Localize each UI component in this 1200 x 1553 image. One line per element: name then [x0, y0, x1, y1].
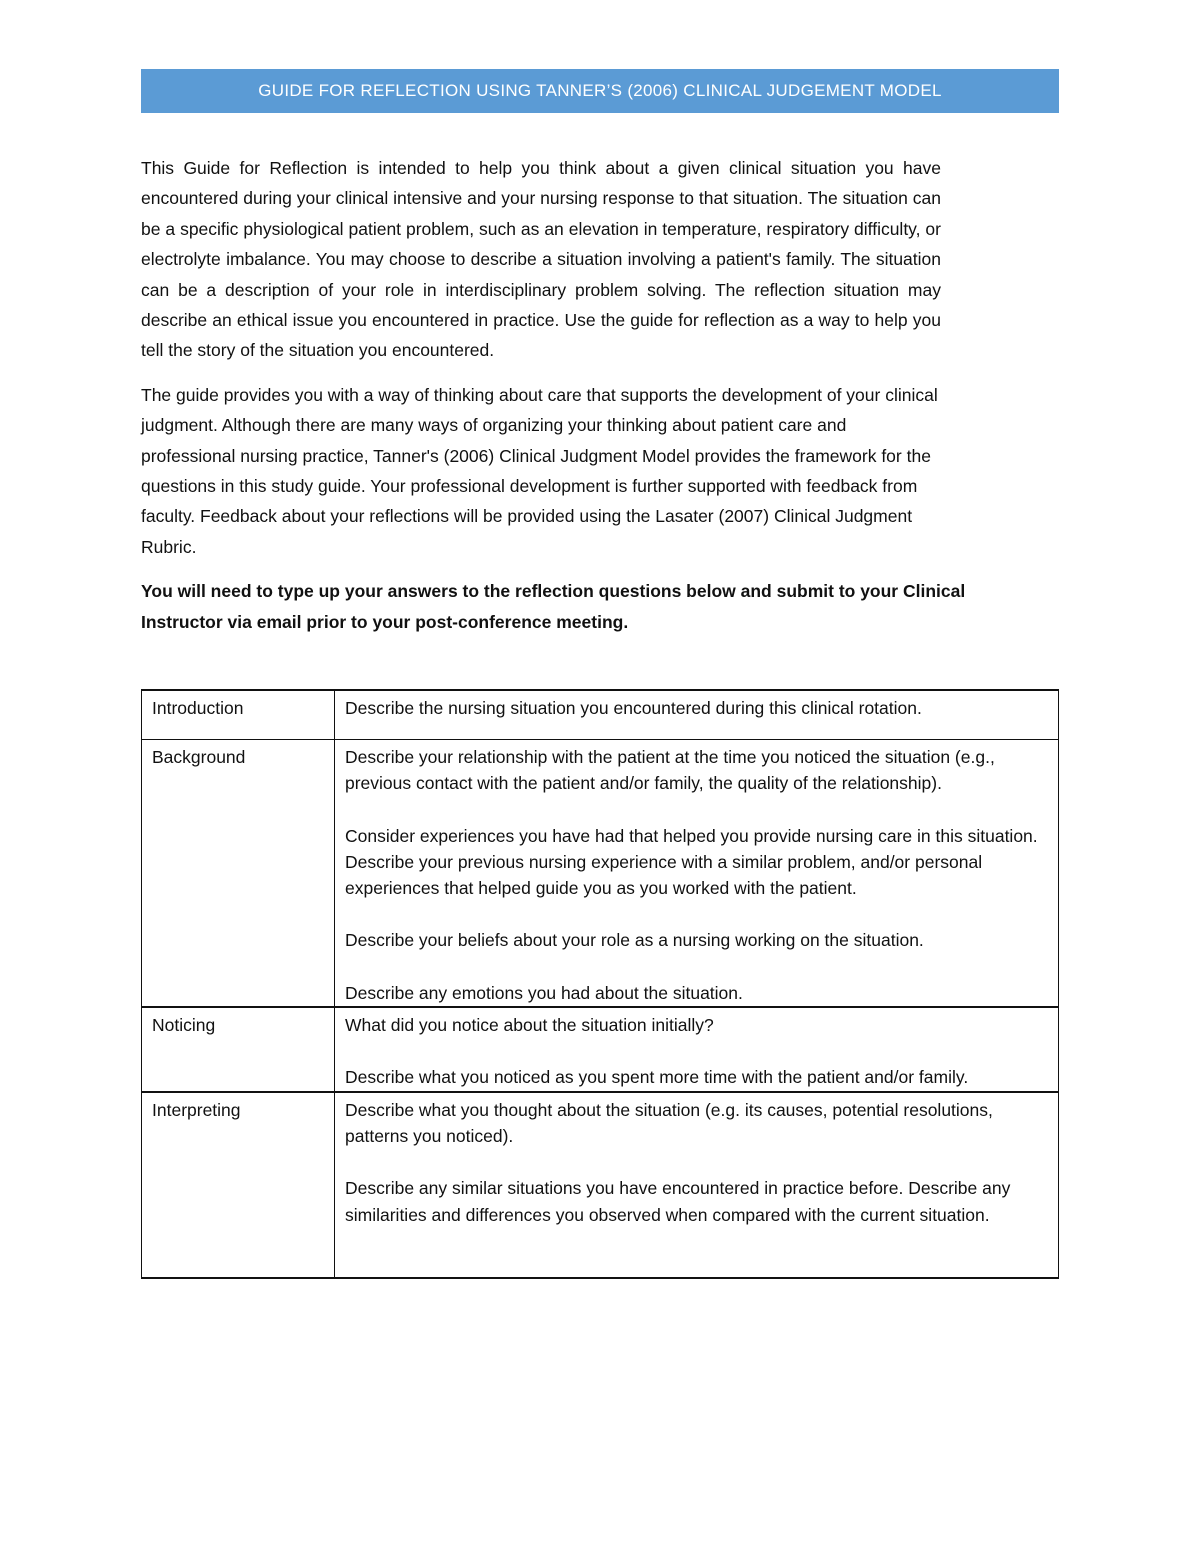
- prompt-text: Consider experiences you have had that helped you provide nursing care in this situation. Describe your previous nursing experience with a similar problem, and/or personal experiences that helped guide you as you worked with the patient.: [345, 825, 1038, 899]
- prompt-text: Describe what you noticed as you spent more time with the patient and/or family.: [345, 1067, 969, 1088]
- row-label: Introduction: [142, 690, 335, 740]
- row-label: Background: [142, 740, 335, 1008]
- row-prompts: [335, 1092, 1059, 1278]
- prompt-text: Describe what you thought about the situation (e.g. its causes, potential resolutions, patterns you noticed).: [345, 1099, 993, 1146]
- table-row-interpreting: [142, 1092, 1059, 1278]
- intro-section: [141, 153, 966, 651]
- prompt-text: Describe your relationship with the patient at the time you noticed the situation (e.g., previous contact with the patient and/or family, the quality of the relationship).: [345, 747, 995, 794]
- document-title-banner: [141, 69, 1059, 113]
- row-prompts: [335, 690, 1059, 740]
- reflection-questions-table: [141, 689, 1059, 1279]
- table-row-noticing: [142, 1007, 1059, 1092]
- prompt-text: Describe the nursing situation you encountered during this clinical rotation.: [345, 698, 922, 718]
- prompt-text: Describe any emotions you had about the situation.: [345, 982, 743, 1003]
- prompt-text: What did you notice about the situation initially?: [345, 1015, 714, 1036]
- row-prompts: [335, 1007, 1059, 1092]
- table-row-background: [142, 740, 1059, 1008]
- intro-paragraph-1: This Guide for Reflection is intended to help you think about a given clinical situation you have encountered during your clinical intensive and your nursing response to that situation. The situation can be a specific physiological patient problem, such as an elevation in temperature, respiratory difficulty, or electrolyte imbalance. You may choose to describe a situation involving a patient's family. The situation can be a description of your role in interdisciplinary problem solving. The reflection situation may describe an ethical issue you encountered in practice. Use the guide for reflection as a way to help you tell the story of the situation you encountered.: [141, 158, 941, 361]
- prompt-text: Describe your beliefs about your role as a nursing working on the situation.: [345, 930, 924, 951]
- row-label: Interpreting: [142, 1092, 335, 1278]
- row-label: Noticing: [142, 1007, 335, 1092]
- row-prompts: [335, 740, 1059, 1008]
- intro-paragraph-2: The guide provides you with a way of thinking about care that supports the development of your clinical judgment. Although there are many ways of organizing your thinking about patient care and professional nursing practice, Tanner's (2006) Clinical Judgment Model provides the framework for the questions in this study guide. Your professional development is further supported with feedback from faculty. Feedback about your reflections will be provided using the Lasater (2007) Clinical Judgment Rubric.: [141, 384, 938, 557]
- prompt-text: Describe any similar situations you have encountered in practice before. Describe any similarities and differences you observed when compared with the current situation.: [345, 1178, 1011, 1225]
- document-title: GUIDE FOR REFLECTION USING TANNER’S (2006) CLINICAL JUDGEMENT MODEL: [258, 81, 942, 100]
- submission-instruction: You will need to type up your answers to the reflection questions below and submit to your Clinical Instructor via email prior to your post-conference meeting.: [141, 581, 966, 632]
- table-row-introduction: [142, 690, 1059, 740]
